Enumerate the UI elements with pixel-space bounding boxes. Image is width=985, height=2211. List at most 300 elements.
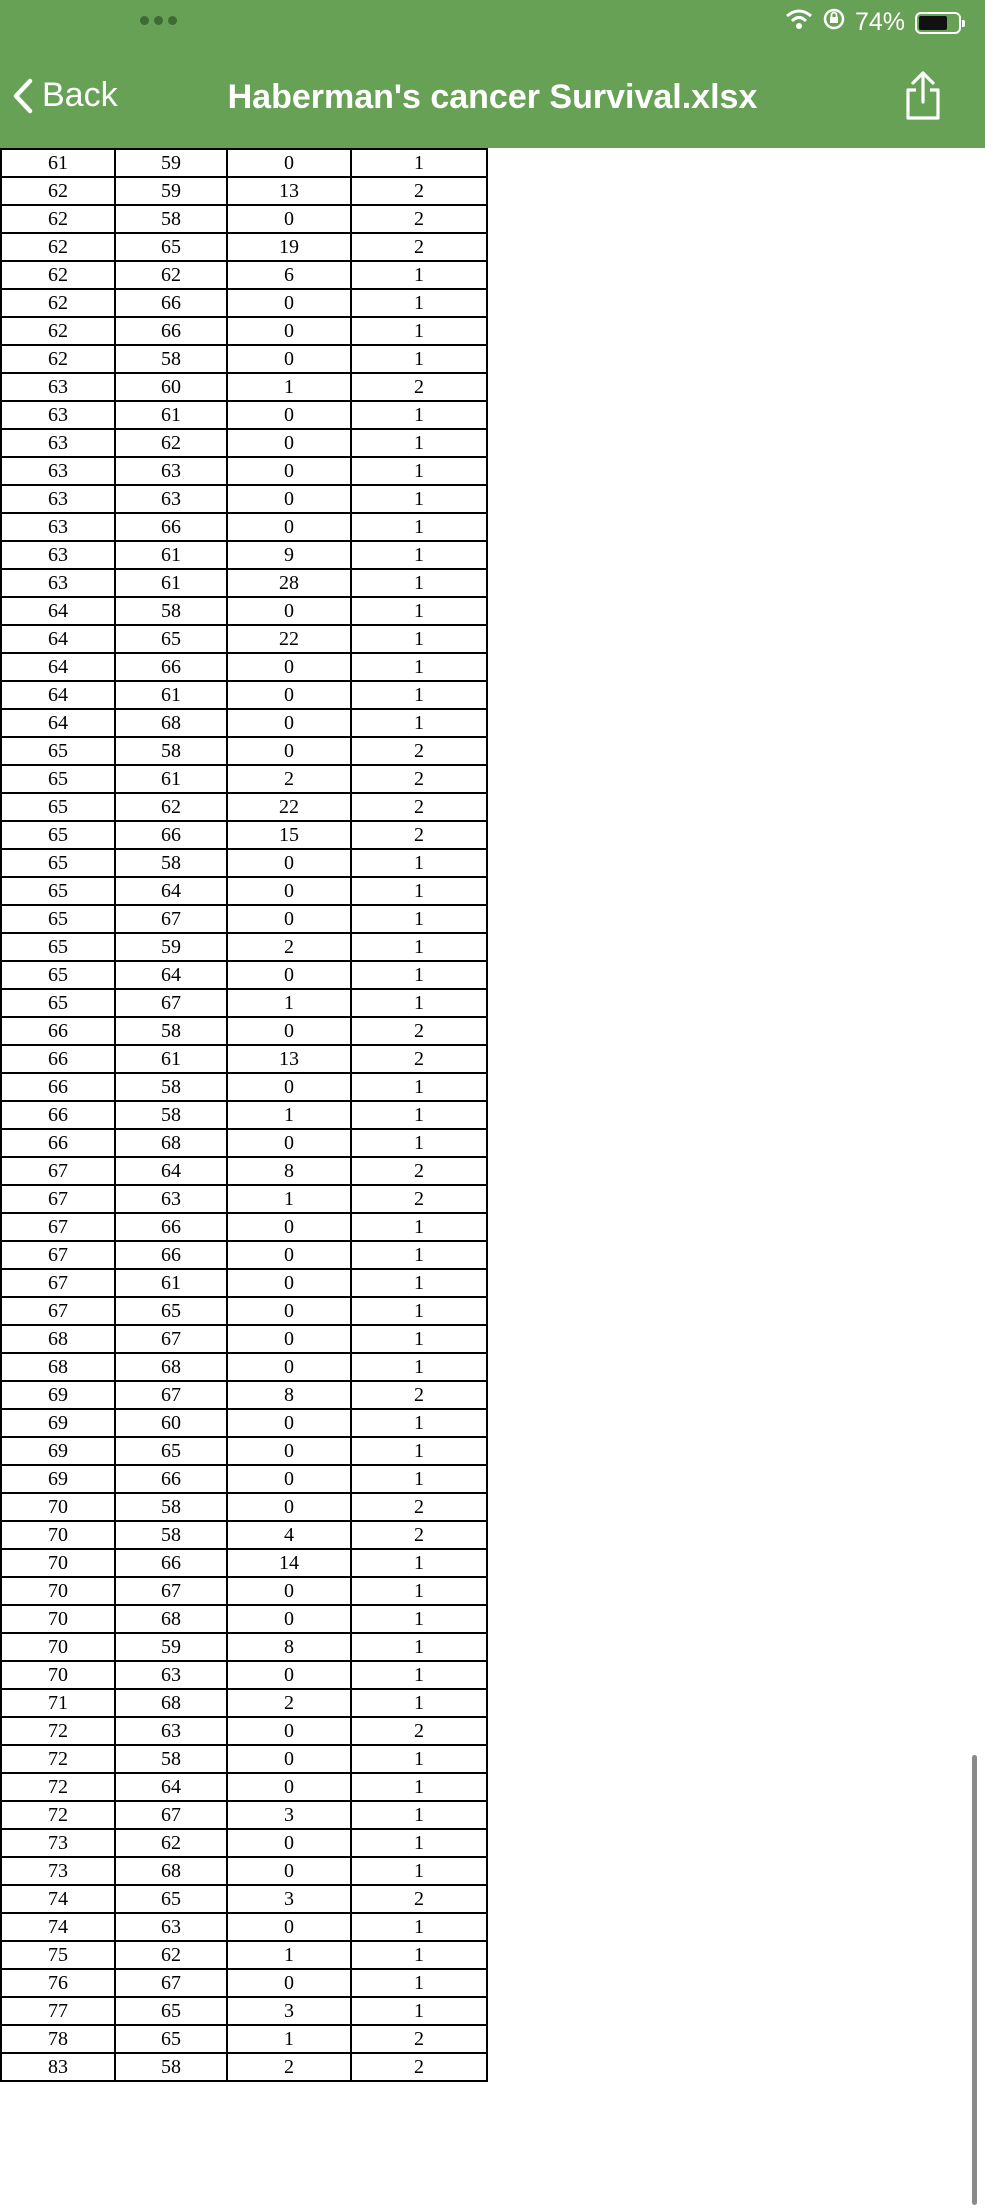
table-cell[interactable]: 65 [1, 933, 115, 961]
table-cell[interactable]: 1 [351, 1689, 487, 1717]
table-cell[interactable]: 1 [351, 541, 487, 569]
table-cell[interactable]: 70 [1, 1577, 115, 1605]
table-cell[interactable]: 1 [351, 1073, 487, 1101]
table-cell[interactable]: 63 [1, 541, 115, 569]
table-cell[interactable]: 6 [227, 261, 351, 289]
table-cell[interactable]: 1 [351, 1325, 487, 1353]
table-cell[interactable]: 2 [351, 177, 487, 205]
table-cell[interactable]: 67 [115, 905, 227, 933]
table-cell[interactable]: 66 [115, 289, 227, 317]
table-cell[interactable]: 1 [351, 1745, 487, 1773]
table-cell[interactable]: 65 [115, 2025, 227, 2053]
table-cell[interactable]: 0 [227, 1829, 351, 1857]
table-cell[interactable]: 66 [1, 1129, 115, 1157]
table-cell[interactable]: 1 [227, 1941, 351, 1969]
table-row [1, 1801, 487, 1829]
table-cell[interactable]: 8 [227, 1157, 351, 1185]
table-cell[interactable]: 68 [115, 1605, 227, 1633]
table-cell[interactable]: 65 [1, 849, 115, 877]
table-cell[interactable]: 58 [115, 737, 227, 765]
table-cell[interactable]: 1 [351, 485, 487, 513]
table-cell[interactable]: 68 [1, 1353, 115, 1381]
table-cell[interactable]: 66 [115, 1549, 227, 1577]
table-cell[interactable]: 65 [115, 1437, 227, 1465]
table-cell[interactable]: 64 [115, 1773, 227, 1801]
table-cell[interactable]: 66 [115, 1213, 227, 1241]
table-cell[interactable]: 0 [227, 1465, 351, 1493]
table-cell[interactable]: 1 [351, 1213, 487, 1241]
table-cell[interactable]: 58 [115, 2053, 227, 2081]
table-cell[interactable]: 1 [351, 1297, 487, 1325]
table-cell[interactable]: 1 [351, 709, 487, 737]
table-cell[interactable]: 64 [1, 709, 115, 737]
table-cell[interactable]: 62 [115, 261, 227, 289]
table-cell[interactable]: 2 [351, 1717, 487, 1745]
table-cell[interactable]: 71 [1, 1689, 115, 1717]
table-cell[interactable]: 8 [227, 1381, 351, 1409]
table-cell[interactable]: 65 [1, 961, 115, 989]
table-cell[interactable]: 63 [1, 429, 115, 457]
table-cell[interactable]: 65 [115, 233, 227, 261]
table-cell[interactable]: 65 [115, 1885, 227, 1913]
table-cell[interactable]: 58 [115, 345, 227, 373]
table-cell[interactable]: 1 [351, 1577, 487, 1605]
table-cell[interactable]: 1 [351, 1409, 487, 1437]
table-cell[interactable]: 65 [115, 1997, 227, 2025]
table-cell[interactable]: 70 [1, 1633, 115, 1661]
table-row [1, 1689, 487, 1717]
table-cell[interactable]: 0 [227, 1129, 351, 1157]
table-cell[interactable]: 0 [227, 849, 351, 877]
table-cell[interactable]: 69 [1, 1409, 115, 1437]
table-cell[interactable]: 63 [115, 485, 227, 513]
table-cell[interactable]: 59 [115, 177, 227, 205]
table-cell[interactable]: 0 [227, 1773, 351, 1801]
table-row [1, 821, 487, 849]
table-row [1, 933, 487, 961]
table-cell[interactable]: 2 [351, 233, 487, 261]
table-cell[interactable]: 69 [1, 1465, 115, 1493]
vertical-scrollbar[interactable] [972, 1755, 977, 2205]
table-cell[interactable]: 58 [115, 849, 227, 877]
table-cell[interactable]: 0 [227, 149, 351, 177]
table-cell[interactable]: 61 [115, 569, 227, 597]
table-cell[interactable]: 0 [227, 1969, 351, 1997]
table-cell[interactable]: 3 [227, 1997, 351, 2025]
table-cell[interactable]: 0 [227, 401, 351, 429]
status-bar [0, 0, 985, 48]
table-cell[interactable]: 1 [351, 849, 487, 877]
table-cell[interactable]: 1 [351, 1661, 487, 1689]
table-cell[interactable]: 2 [351, 1017, 487, 1045]
table-cell[interactable]: 0 [227, 1269, 351, 1297]
table-cell[interactable]: 68 [115, 1689, 227, 1717]
table-cell[interactable]: 66 [115, 653, 227, 681]
table-cell[interactable]: 2 [351, 1157, 487, 1185]
table-cell[interactable]: 1 [351, 681, 487, 709]
table-cell[interactable]: 8 [227, 1633, 351, 1661]
table-cell[interactable]: 0 [227, 877, 351, 905]
table-cell[interactable]: 60 [115, 1409, 227, 1437]
table-cell[interactable]: 68 [115, 1353, 227, 1381]
table-cell[interactable]: 2 [227, 1689, 351, 1717]
table-cell[interactable]: 15 [227, 821, 351, 849]
table-cell[interactable]: 64 [115, 1157, 227, 1185]
table-cell[interactable]: 68 [115, 1129, 227, 1157]
table-cell[interactable]: 67 [115, 1577, 227, 1605]
table-cell[interactable]: 0 [227, 1409, 351, 1437]
table-cell[interactable]: 0 [227, 653, 351, 681]
table-cell[interactable]: 67 [1, 1213, 115, 1241]
table-cell[interactable]: 67 [1, 1241, 115, 1269]
table-cell[interactable]: 1 [351, 989, 487, 1017]
table-cell[interactable]: 61 [115, 1269, 227, 1297]
table-cell[interactable]: 1 [351, 1801, 487, 1829]
table-cell[interactable]: 0 [227, 709, 351, 737]
table-cell[interactable]: 61 [115, 401, 227, 429]
table-cell[interactable]: 63 [115, 1913, 227, 1941]
table-cell[interactable]: 62 [1, 289, 115, 317]
table-cell[interactable]: 1 [351, 429, 487, 457]
table-cell[interactable]: 67 [115, 1381, 227, 1409]
table-cell[interactable]: 28 [227, 569, 351, 597]
table-cell[interactable]: 73 [1, 1857, 115, 1885]
table-row [1, 1101, 487, 1129]
table-cell[interactable]: 61 [115, 681, 227, 709]
table-cell[interactable]: 1 [351, 149, 487, 177]
table-cell[interactable]: 64 [1, 625, 115, 653]
table-cell[interactable]: 0 [227, 905, 351, 933]
table-cell[interactable]: 63 [1, 401, 115, 429]
orientation-lock-icon [823, 8, 845, 37]
table-cell[interactable]: 13 [227, 1045, 351, 1073]
table-cell[interactable]: 2 [351, 1493, 487, 1521]
table-cell[interactable]: 1 [351, 569, 487, 597]
table-cell[interactable]: 3 [227, 1801, 351, 1829]
table-cell[interactable]: 0 [227, 1297, 351, 1325]
table-cell[interactable]: 70 [1, 1493, 115, 1521]
table-cell[interactable]: 0 [227, 1241, 351, 1269]
table-cell[interactable]: 2 [227, 933, 351, 961]
table-cell[interactable]: 58 [115, 1521, 227, 1549]
table-cell[interactable]: 1 [351, 1465, 487, 1493]
table-cell[interactable]: 73 [1, 1829, 115, 1857]
table-cell[interactable]: 3 [227, 1885, 351, 1913]
table-cell[interactable]: 9 [227, 541, 351, 569]
table-cell[interactable]: 0 [227, 205, 351, 233]
spreadsheet-view[interactable] [0, 148, 488, 2211]
table-cell[interactable]: 22 [227, 625, 351, 653]
table-cell[interactable]: 68 [115, 1857, 227, 1885]
table-cell[interactable]: 2 [351, 2025, 487, 2053]
table-cell[interactable]: 0 [227, 737, 351, 765]
table-cell[interactable]: 65 [1, 737, 115, 765]
table-cell[interactable]: 60 [115, 373, 227, 401]
table-cell[interactable]: 76 [1, 1969, 115, 1997]
table-cell[interactable]: 0 [227, 485, 351, 513]
table-cell[interactable]: 68 [115, 709, 227, 737]
table-cell[interactable]: 67 [115, 1969, 227, 1997]
table-cell[interactable]: 1 [351, 1353, 487, 1381]
table-row [1, 1857, 487, 1885]
table-cell[interactable]: 0 [227, 1213, 351, 1241]
table-cell[interactable]: 70 [1, 1521, 115, 1549]
table-cell[interactable]: 2 [351, 1045, 487, 1073]
table-cell[interactable]: 1 [351, 1241, 487, 1269]
table-cell[interactable]: 64 [1, 653, 115, 681]
table-cell[interactable]: 1 [351, 1129, 487, 1157]
table-cell[interactable]: 67 [1, 1297, 115, 1325]
table-cell[interactable]: 0 [227, 1017, 351, 1045]
table-cell[interactable]: 72 [1, 1773, 115, 1801]
table-cell[interactable]: 72 [1, 1745, 115, 1773]
table-row [1, 233, 487, 261]
battery-icon [915, 12, 961, 34]
table-cell[interactable]: 59 [115, 933, 227, 961]
table-cell[interactable]: 0 [227, 1437, 351, 1465]
table-cell[interactable]: 0 [227, 1717, 351, 1745]
table-cell[interactable]: 67 [1, 1269, 115, 1297]
table-cell[interactable]: 2 [351, 1885, 487, 1913]
table-cell[interactable]: 61 [115, 765, 227, 793]
table-cell[interactable]: 0 [227, 513, 351, 541]
table-cell[interactable]: 0 [227, 597, 351, 625]
table-cell[interactable]: 58 [115, 1493, 227, 1521]
table-cell[interactable]: 0 [227, 681, 351, 709]
table-row [1, 1269, 487, 1297]
table-cell[interactable]: 67 [1, 1157, 115, 1185]
table-cell[interactable]: 66 [115, 513, 227, 541]
table-row [1, 653, 487, 681]
table-cell[interactable]: 65 [1, 989, 115, 1017]
table-cell[interactable]: 59 [115, 149, 227, 177]
table-cell[interactable]: 68 [1, 1325, 115, 1353]
table-cell[interactable]: 64 [115, 877, 227, 905]
table-cell[interactable]: 62 [1, 233, 115, 261]
table-cell[interactable]: 63 [1, 569, 115, 597]
table-cell[interactable]: 0 [227, 1353, 351, 1381]
table-cell[interactable]: 66 [1, 1045, 115, 1073]
table-cell[interactable]: 62 [1, 205, 115, 233]
share-button[interactable] [901, 70, 945, 127]
table-cell[interactable]: 0 [227, 961, 351, 989]
table-cell[interactable]: 75 [1, 1941, 115, 1969]
table-cell[interactable]: 1 [351, 625, 487, 653]
table-cell[interactable]: 1 [351, 597, 487, 625]
table-cell[interactable]: 72 [1, 1801, 115, 1829]
table-cell[interactable]: 65 [115, 1297, 227, 1325]
table-row [1, 1997, 487, 2025]
table-cell[interactable]: 2 [351, 1521, 487, 1549]
table-cell[interactable]: 65 [1, 765, 115, 793]
table-cell[interactable]: 62 [1, 177, 115, 205]
table-cell[interactable]: 1 [351, 317, 487, 345]
table-cell[interactable]: 19 [227, 233, 351, 261]
table-cell[interactable]: 67 [115, 989, 227, 1017]
table-cell[interactable]: 65 [115, 625, 227, 653]
table-row [1, 317, 487, 345]
table-cell[interactable]: 1 [351, 1997, 487, 2025]
table-cell[interactable]: 2 [351, 1185, 487, 1213]
table-cell[interactable]: 70 [1, 1661, 115, 1689]
table-cell[interactable]: 74 [1, 1885, 115, 1913]
table-cell[interactable]: 2 [351, 205, 487, 233]
table-cell[interactable]: 61 [115, 1045, 227, 1073]
table-cell[interactable]: 13 [227, 177, 351, 205]
table-cell[interactable]: 2 [351, 765, 487, 793]
table-cell[interactable]: 66 [1, 1101, 115, 1129]
multitasking-dots-icon[interactable] [140, 16, 177, 25]
table-cell[interactable]: 62 [1, 261, 115, 289]
table-row [1, 765, 487, 793]
table-cell[interactable]: 1 [351, 457, 487, 485]
table-cell[interactable]: 70 [1, 1605, 115, 1633]
table-cell[interactable]: 58 [115, 597, 227, 625]
table-cell[interactable]: 1 [351, 877, 487, 905]
table-row [1, 877, 487, 905]
table-cell[interactable]: 63 [115, 1185, 227, 1213]
table-cell[interactable]: 1 [351, 1269, 487, 1297]
table-cell[interactable]: 4 [227, 1521, 351, 1549]
table-cell[interactable]: 0 [227, 457, 351, 485]
table-cell[interactable]: 1 [351, 961, 487, 989]
table-cell[interactable]: 1 [351, 933, 487, 961]
table-cell[interactable]: 1 [351, 1913, 487, 1941]
table-cell[interactable]: 0 [227, 1493, 351, 1521]
table-cell[interactable]: 0 [227, 317, 351, 345]
table-cell[interactable]: 58 [115, 205, 227, 233]
table-cell[interactable]: 1 [227, 373, 351, 401]
table-cell[interactable]: 1 [351, 1969, 487, 1997]
table-cell[interactable]: 2 [351, 821, 487, 849]
table-cell[interactable]: 63 [1, 457, 115, 485]
table-cell[interactable]: 2 [351, 793, 487, 821]
table-cell[interactable]: 1 [351, 1941, 487, 1969]
table-cell[interactable]: 65 [1, 877, 115, 905]
table-cell[interactable]: 1 [227, 1101, 351, 1129]
table-cell[interactable]: 0 [227, 1857, 351, 1885]
table-cell[interactable]: 1 [351, 1829, 487, 1857]
table-row [1, 1157, 487, 1185]
table-cell[interactable]: 14 [227, 1549, 351, 1577]
table-cell[interactable]: 2 [227, 765, 351, 793]
table-cell[interactable]: 66 [115, 1465, 227, 1493]
table-cell[interactable]: 1 [351, 1437, 487, 1465]
table-cell[interactable]: 1 [351, 653, 487, 681]
table-cell[interactable]: 2 [227, 2053, 351, 2081]
table-cell[interactable]: 0 [227, 1073, 351, 1101]
table-cell[interactable]: 1 [351, 289, 487, 317]
table-cell[interactable]: 1 [227, 1185, 351, 1213]
table-cell[interactable]: 74 [1, 1913, 115, 1941]
table-cell[interactable]: 58 [115, 1101, 227, 1129]
table-cell[interactable]: 70 [1, 1549, 115, 1577]
table-cell[interactable]: 62 [1, 345, 115, 373]
table-cell[interactable]: 63 [115, 457, 227, 485]
table-cell[interactable]: 62 [115, 429, 227, 457]
table-cell[interactable]: 1 [351, 1549, 487, 1577]
table-cell[interactable]: 2 [351, 1381, 487, 1409]
table-cell[interactable]: 63 [115, 1717, 227, 1745]
table-cell[interactable]: 64 [1, 681, 115, 709]
table-cell[interactable]: 1 [351, 401, 487, 429]
table-cell[interactable]: 66 [115, 317, 227, 345]
table-cell[interactable]: 1 [227, 2025, 351, 2053]
table-cell[interactable]: 66 [1, 1017, 115, 1045]
table-cell[interactable]: 67 [115, 1801, 227, 1829]
table-cell[interactable]: 61 [1, 149, 115, 177]
table-cell[interactable]: 0 [227, 1745, 351, 1773]
table-cell[interactable]: 1 [351, 261, 487, 289]
table-cell[interactable]: 1 [351, 905, 487, 933]
table-cell[interactable]: 63 [115, 1661, 227, 1689]
table-cell[interactable]: 58 [115, 1745, 227, 1773]
table-cell[interactable]: 67 [1, 1185, 115, 1213]
table-cell[interactable]: 2 [351, 737, 487, 765]
table-cell[interactable]: 1 [351, 513, 487, 541]
table-cell[interactable]: 0 [227, 1605, 351, 1633]
table-cell[interactable]: 69 [1, 1437, 115, 1465]
table-cell[interactable]: 78 [1, 2025, 115, 2053]
table-cell[interactable]: 65 [1, 793, 115, 821]
table-cell[interactable]: 66 [115, 1241, 227, 1269]
table-cell[interactable]: 2 [351, 2053, 487, 2081]
table-row [1, 401, 487, 429]
table-cell[interactable]: 62 [115, 793, 227, 821]
table-cell[interactable]: 1 [351, 345, 487, 373]
table-cell[interactable]: 83 [1, 2053, 115, 2081]
table-cell[interactable]: 0 [227, 345, 351, 373]
table-cell[interactable]: 67 [115, 1325, 227, 1353]
table-cell[interactable]: 65 [1, 821, 115, 849]
table-cell[interactable]: 63 [1, 373, 115, 401]
table-cell[interactable]: 1 [351, 1101, 487, 1129]
table-cell[interactable]: 62 [1, 317, 115, 345]
table-cell[interactable]: 63 [1, 513, 115, 541]
table-cell[interactable]: 0 [227, 1325, 351, 1353]
table-cell[interactable]: 62 [115, 1941, 227, 1969]
table-cell[interactable]: 59 [115, 1633, 227, 1661]
table-cell[interactable]: 0 [227, 1577, 351, 1605]
table-cell[interactable]: 1 [227, 989, 351, 1017]
table-cell[interactable]: 62 [115, 1829, 227, 1857]
table-cell[interactable]: 61 [115, 541, 227, 569]
table-cell[interactable]: 77 [1, 1997, 115, 2025]
table-cell[interactable]: 69 [1, 1381, 115, 1409]
table-cell[interactable]: 2 [351, 373, 487, 401]
table-row [1, 1941, 487, 1969]
table-cell[interactable]: 64 [115, 961, 227, 989]
table-cell[interactable]: 64 [1, 597, 115, 625]
table-cell[interactable]: 58 [115, 1017, 227, 1045]
table-cell[interactable]: 0 [227, 429, 351, 457]
table-cell[interactable]: 0 [227, 289, 351, 317]
table-cell[interactable]: 0 [227, 1913, 351, 1941]
table-cell[interactable]: 1 [351, 1605, 487, 1633]
table-cell[interactable]: 1 [351, 1773, 487, 1801]
table-cell[interactable]: 1 [351, 1633, 487, 1661]
table-cell[interactable]: 66 [115, 821, 227, 849]
table-cell[interactable]: 1 [351, 1857, 487, 1885]
table-cell[interactable]: 58 [115, 1073, 227, 1101]
table-cell[interactable]: 0 [227, 1661, 351, 1689]
table-cell[interactable]: 63 [1, 485, 115, 513]
table-cell[interactable]: 66 [1, 1073, 115, 1101]
table-cell[interactable]: 22 [227, 793, 351, 821]
table-row [1, 681, 487, 709]
table-cell[interactable]: 72 [1, 1717, 115, 1745]
table-cell[interactable]: 65 [1, 905, 115, 933]
